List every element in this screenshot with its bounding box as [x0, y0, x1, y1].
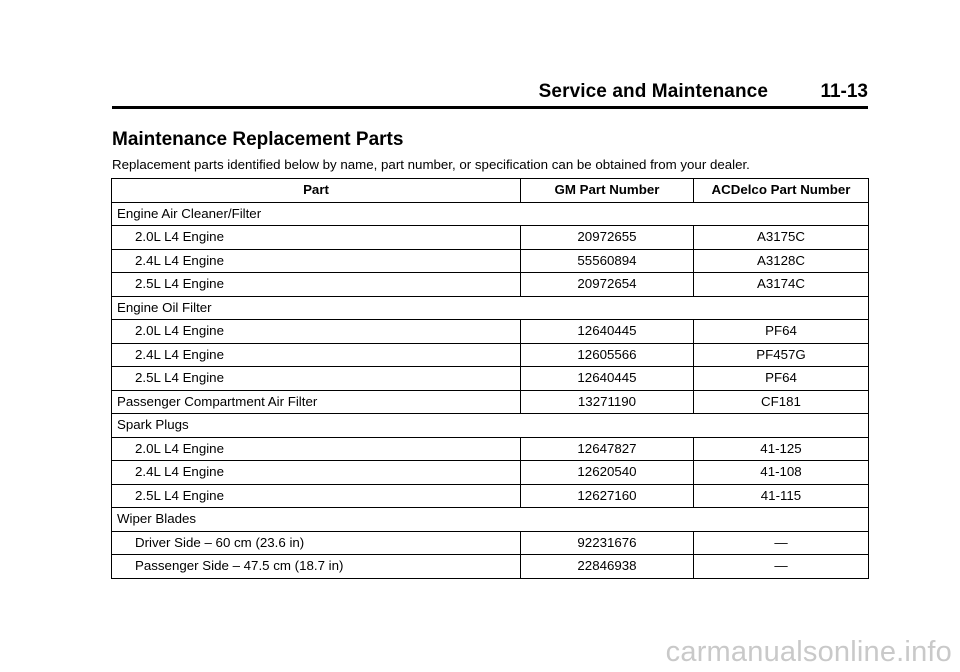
part-name: 2.5L L4 Engine: [112, 484, 521, 508]
table-row: [112, 555, 869, 579]
column-header-part: Part: [112, 179, 521, 203]
acdelco-part-number: 41-125: [694, 437, 869, 461]
part-name: 2.0L L4 Engine: [112, 437, 521, 461]
page-number: 11-13: [820, 81, 868, 102]
group-label: Spark Plugs: [112, 414, 869, 438]
gm-part-number: 12627160: [521, 484, 694, 508]
table-group-row: [112, 296, 869, 320]
table-group-row: [112, 202, 869, 226]
table-row: [112, 226, 869, 250]
gm-part-number: 92231676: [521, 531, 694, 555]
part-name: 2.0L L4 Engine: [112, 320, 521, 344]
table-row: [112, 320, 869, 344]
table-row: [112, 367, 869, 391]
acdelco-part-number: A3128C: [694, 249, 869, 273]
part-name: Passenger Compartment Air Filter: [112, 390, 521, 414]
part-name: 2.5L L4 Engine: [112, 367, 521, 391]
column-header-gm-part-number: GM Part Number: [521, 179, 694, 203]
acdelco-part-number: PF64: [694, 367, 869, 391]
table-row: [112, 249, 869, 273]
group-label: Wiper Blades: [112, 508, 869, 532]
section-title: Maintenance Replacement Parts: [112, 129, 404, 150]
part-name: 2.5L L4 Engine: [112, 273, 521, 297]
table-row: [112, 461, 869, 485]
table-row: [112, 390, 869, 414]
table-row: [112, 531, 869, 555]
gm-part-number: 12620540: [521, 461, 694, 485]
watermark: carmanualsonline.info: [665, 636, 952, 668]
gm-part-number: 12640445: [521, 367, 694, 391]
part-name: 2.4L L4 Engine: [112, 343, 521, 367]
table-row: [112, 343, 869, 367]
parts-table: [111, 178, 869, 579]
column-header-acdelco-part-number: ACDelco Part Number: [694, 179, 869, 203]
part-name: Driver Side – 60 cm (23.6 in): [112, 531, 521, 555]
part-name: 2.4L L4 Engine: [112, 249, 521, 273]
table-row: [112, 437, 869, 461]
part-name: 2.4L L4 Engine: [112, 461, 521, 485]
part-name: Passenger Side – 47.5 cm (18.7 in): [112, 555, 521, 579]
gm-part-number: 13271190: [521, 390, 694, 414]
gm-part-number: 12640445: [521, 320, 694, 344]
group-label: Engine Air Cleaner/Filter: [112, 202, 869, 226]
gm-part-number: 12647827: [521, 437, 694, 461]
acdelco-part-number: 41-108: [694, 461, 869, 485]
gm-part-number: 20972654: [521, 273, 694, 297]
group-label: Engine Oil Filter: [112, 296, 869, 320]
table-row: [112, 273, 869, 297]
acdelco-part-number: —: [694, 531, 869, 555]
intro-text: Replacement parts identified below by name, part number, or specification can be obtained from your dealer.: [112, 157, 750, 172]
acdelco-part-number: —: [694, 555, 869, 579]
acdelco-part-number: 41-115: [694, 484, 869, 508]
gm-part-number: 12605566: [521, 343, 694, 367]
running-header: [112, 80, 868, 109]
table-header-row: [112, 179, 869, 203]
gm-part-number: 55560894: [521, 249, 694, 273]
part-name: 2.0L L4 Engine: [112, 226, 521, 250]
table-row: [112, 484, 869, 508]
acdelco-part-number: PF457G: [694, 343, 869, 367]
acdelco-part-number: A3175C: [694, 226, 869, 250]
acdelco-part-number: A3174C: [694, 273, 869, 297]
table-group-row: [112, 414, 869, 438]
running-title: Service and Maintenance: [538, 81, 768, 102]
table-group-row: [112, 508, 869, 532]
gm-part-number: 22846938: [521, 555, 694, 579]
gm-part-number: 20972655: [521, 226, 694, 250]
acdelco-part-number: PF64: [694, 320, 869, 344]
acdelco-part-number: CF181: [694, 390, 869, 414]
